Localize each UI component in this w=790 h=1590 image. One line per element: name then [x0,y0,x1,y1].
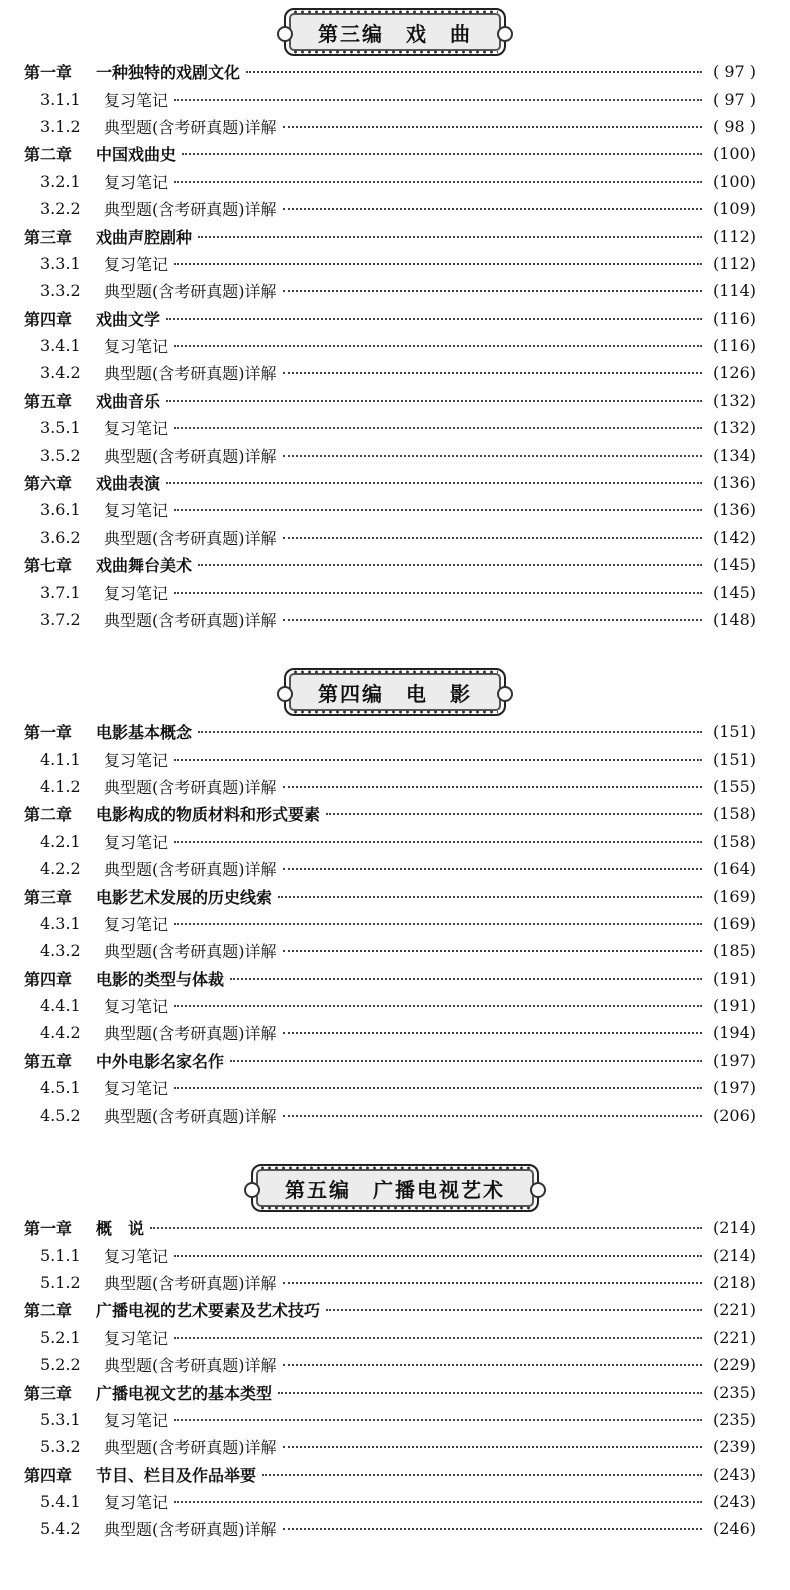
toc-chapter-row[interactable] [0,222,790,249]
entry-number: 3.1.1 [40,89,81,109]
dot-leader [198,563,702,566]
scroll-ornament-icon [277,26,293,42]
entry-page-number: (206) [712,1105,756,1125]
toc-section-row[interactable] [0,937,790,964]
entry-number: 4.5.1 [40,1078,81,1098]
dot-leader [198,235,702,238]
dot-leader [283,289,703,292]
entry-page-number: (243) [712,1464,756,1484]
entry-page-number: (145) [712,582,756,602]
entry-page-number: (191) [712,996,756,1016]
dot-leader [174,344,702,347]
entry-page-number: (239) [712,1437,756,1457]
toc-section-row[interactable] [0,441,790,468]
toc-section-row[interactable] [0,113,790,140]
entry-number: 4.3.2 [40,941,81,961]
entry-page-number: (197) [712,1078,756,1098]
dot-leader [283,536,703,539]
toc-section-row[interactable] [0,1488,790,1515]
entry-number: 4.1.1 [40,749,81,769]
entry-title: 典型题(含考研真题)详解 [104,1356,277,1376]
entry-number: 3.3.2 [40,281,81,301]
entry-number: 4.4.1 [40,996,81,1016]
entry-number: 4.4.2 [40,1023,81,1043]
dot-leader [230,1059,702,1062]
dot-leader [283,454,703,457]
scroll-ornament-icon [497,686,513,702]
entry-number: 5.1.1 [40,1245,81,1265]
toc-section-row[interactable] [0,359,790,386]
entry-title: 复习笔记 [104,419,169,439]
entry-title: 典型题(含考研真题)详解 [104,860,277,880]
part-drama [0,2,790,633]
ornament-border [292,709,498,715]
toc-chapter-row[interactable] [0,387,790,414]
entry-page-number: (100) [712,144,756,164]
entry-number: 第二章 [24,805,73,825]
toc-chapter-row[interactable] [0,1296,790,1323]
entry-page-number: (142) [712,527,756,547]
toc-section-row[interactable] [0,1351,790,1378]
entry-title: 概 说 [96,1219,145,1239]
dot-leader [283,371,703,374]
dot-leader [230,977,702,980]
entry-page-number: (114) [712,281,756,301]
dot-leader [174,591,702,594]
dot-leader [182,152,702,155]
toc-section-row[interactable] [0,1019,790,1046]
entry-page-number: (126) [712,363,756,383]
dot-leader [283,1114,703,1117]
toc-section-row[interactable] [0,195,790,222]
entry-page-number: (132) [712,418,756,438]
toc-chapter-row[interactable] [0,1378,790,1405]
entry-page-number: ( 97 ) [712,89,756,109]
entry-number: 3.3.1 [40,253,81,273]
dot-leader [174,922,702,925]
dot-leader [174,98,702,101]
entry-number: 第七章 [24,556,73,576]
entry-title: 复习笔记 [104,254,169,274]
entry-title: 典型题(含考研真题)详解 [104,117,277,137]
entry-title: 典型题(含考研真题)详解 [104,446,277,466]
entry-title: 典型题(含考研真题)详解 [104,942,277,962]
entry-number: 第三章 [24,887,73,907]
toc-section-row[interactable] [0,773,790,800]
toc-chapter-row[interactable] [0,469,790,496]
entry-title: 戏曲声腔剧种 [96,227,193,247]
entry-title: 戏曲舞台美术 [96,556,193,576]
entry-number: 第一章 [24,723,73,743]
scroll-ornament-icon [244,1182,260,1198]
dot-leader [174,1500,702,1503]
entry-title: 典型题(含考研真题)详解 [104,611,277,630]
part-broadcast-tv [0,1158,790,1543]
entry-number: 4.2.2 [40,859,81,879]
entry-page-number: (246) [712,1519,756,1539]
toc-chapter-row[interactable] [0,718,790,745]
ornament-border [259,1165,531,1171]
entry-title: 复习笔记 [104,501,169,521]
entry-title: 节目、栏目及作品举要 [96,1465,257,1485]
entry-number: 5.3.1 [40,1409,81,1429]
entry-number: 5.4.2 [40,1519,81,1539]
entry-page-number: (116) [712,308,756,328]
dot-leader [283,207,703,210]
entry-title: 复习笔记 [104,1493,169,1513]
entry-number: 3.1.2 [40,116,81,136]
entry-title: 典型题(含考研真题)详解 [104,200,277,220]
toc-section-row[interactable] [0,1241,790,1268]
dot-leader [283,1031,703,1034]
dot-leader [283,867,703,870]
toc-chapter-row[interactable] [0,1047,790,1074]
entry-number: 第四章 [24,309,73,329]
dot-leader [150,1226,702,1229]
toc-section-row[interactable] [0,1269,790,1296]
entry-number: 第四章 [24,969,73,989]
entry-page-number: (132) [712,390,756,410]
dot-leader [174,1336,702,1339]
entry-number: 3.7.1 [40,582,81,602]
entry-page-number: (197) [712,1050,756,1070]
entry-number: 第二章 [24,1301,73,1321]
entry-number: 3.7.2 [40,610,81,629]
toc-chapter-row[interactable] [0,551,790,578]
toc-section-row[interactable] [0,85,790,112]
entry-page-number: (235) [712,1382,756,1402]
entry-page-number: (158) [712,804,756,824]
dot-leader [174,758,702,761]
entry-number: 第四章 [24,1465,73,1485]
dot-leader [174,1004,702,1007]
dot-leader [166,399,702,402]
entry-number: 4.5.2 [40,1105,81,1125]
part-film [0,662,790,1129]
entry-number: 3.5.2 [40,445,81,465]
entry-title: 典型题(含考研真题)详解 [104,1273,277,1293]
entry-title: 戏曲文学 [96,309,161,329]
toc-chapter-row[interactable] [0,965,790,992]
entry-title: 典型题(含考研真题)详解 [104,282,277,302]
entry-number: 3.2.1 [40,171,81,191]
entry-page-number: (145) [712,555,756,575]
ornament-border [259,1205,531,1211]
entry-page-number: (169) [712,886,756,906]
entry-number: 5.1.2 [40,1272,81,1292]
part-title: 第四编 电 影 [318,681,472,706]
entry-page-number: (112) [712,253,756,273]
dot-leader [174,426,702,429]
entry-title: 中外电影名家名作 [96,1051,225,1071]
toc-section-row[interactable] [0,524,790,551]
entry-title: 复习笔记 [104,1410,169,1430]
scroll-ornament-icon [497,26,513,42]
entry-title: 戏曲音乐 [96,391,161,411]
entry-page-number: (221) [712,1300,756,1320]
dot-leader [174,1254,702,1257]
entry-page-number: (169) [712,913,756,933]
entry-number: 3.4.1 [40,336,81,356]
entry-title: 复习笔记 [104,750,169,770]
entry-page-number: ( 98 ) [712,116,756,136]
entry-page-number: (151) [712,749,756,769]
entry-title: 电影的类型与体裁 [96,969,225,989]
entry-page-number: (214) [712,1218,756,1238]
toc-section-row[interactable] [0,1433,790,1460]
entry-number: 5.4.1 [40,1492,81,1512]
dot-leader [174,1418,702,1421]
dot-leader [174,508,702,511]
entry-title: 复习笔记 [104,583,169,603]
scroll-ornament-icon [530,1182,546,1198]
ornament-border [292,49,498,55]
entry-number: 3.6.1 [40,500,81,520]
part-banner [0,2,790,58]
part-banner [0,662,790,718]
entry-page-number: (214) [712,1245,756,1265]
toc-chapter-row[interactable] [0,140,790,167]
entry-page-number: (151) [712,722,756,742]
entry-page-number: (194) [712,1023,756,1043]
entry-number: 第二章 [24,145,73,165]
entry-page-number: (158) [712,831,756,851]
toc-list [0,718,790,1129]
entry-number: 5.2.2 [40,1355,81,1375]
dot-leader [174,262,702,265]
dot-leader [174,840,702,843]
entry-page-number: (235) [712,1409,756,1429]
dot-leader [166,317,702,320]
entry-page-number: (243) [712,1492,756,1512]
scroll-ornament-icon [277,686,293,702]
entry-page-number: (191) [712,968,756,988]
entry-title: 典型题(含考研真题)详解 [104,777,277,797]
entry-page-number: (116) [712,336,756,356]
dot-leader [326,812,702,815]
entry-page-number: (164) [712,859,756,879]
dot-leader [174,1086,702,1089]
dot-leader [283,1527,703,1530]
entry-title: 典型题(含考研真题)详解 [104,1438,277,1458]
dot-leader [278,895,702,898]
dot-leader [262,1473,702,1476]
entry-page-number: (221) [712,1327,756,1347]
entry-title: 广播电视文艺的基本类型 [96,1383,273,1403]
dot-leader [283,1281,703,1284]
entry-page-number: (136) [712,500,756,520]
entry-title: 一种独特的戏剧文化 [96,63,241,83]
entry-number: 4.1.2 [40,776,81,796]
toc-section-row[interactable] [0,606,790,633]
dot-leader [283,1445,703,1448]
dot-leader [166,481,702,484]
dot-leader [283,1363,703,1366]
ornament-border [292,9,498,15]
entry-title: 复习笔记 [104,1328,169,1348]
toc-chapter-row[interactable] [0,882,790,909]
toc-section-row[interactable] [0,1074,790,1101]
entry-title: 典型题(含考研真题)详解 [104,1024,277,1044]
entry-number: 第六章 [24,474,73,494]
entry-title: 中国戏曲史 [96,145,177,165]
entry-number: 3.6.2 [40,527,81,547]
toc-section-row[interactable] [0,250,790,277]
dot-leader [283,618,703,621]
toc-chapter-row[interactable] [0,1214,790,1241]
toc-section-row[interactable] [0,332,790,359]
toc-chapter-row[interactable] [0,800,790,827]
entry-title: 电影艺术发展的历史线索 [96,887,273,907]
toc-section-row[interactable] [0,910,790,937]
toc-section-row[interactable] [0,828,790,855]
entry-number: 3.2.2 [40,199,81,219]
toc-section-row[interactable] [0,1101,790,1128]
entry-title: 典型题(含考研真题)详解 [104,528,277,548]
entry-page-number: (185) [712,941,756,961]
entry-title: 广播电视的艺术要素及艺术技巧 [96,1301,321,1321]
entry-number: 第一章 [24,1219,73,1239]
entry-number: 5.3.2 [40,1437,81,1457]
entry-title: 复习笔记 [104,90,169,110]
toc-section-row[interactable] [0,277,790,304]
entry-title: 典型题(含考研真题)详解 [104,364,277,384]
entry-number: 第五章 [24,391,73,411]
entry-title: 复习笔记 [104,914,169,934]
part-banner [0,1158,790,1214]
entry-title: 复习笔记 [104,172,169,192]
entry-page-number: (112) [712,226,756,246]
entry-number: 3.5.1 [40,418,81,438]
entry-number: 第三章 [24,1383,73,1403]
part-title-frame [284,8,506,56]
dot-leader [174,180,702,183]
toc-section-row[interactable] [0,1406,790,1433]
part-title: 第三编 戏 曲 [318,21,472,46]
entry-number: 第一章 [24,63,73,83]
entry-page-number: (134) [712,445,756,465]
entry-page-number: (218) [712,1272,756,1292]
entry-number: 3.4.2 [40,363,81,383]
dot-leader [198,730,702,733]
toc-list [0,1214,790,1543]
ornament-border [292,669,498,675]
toc-section-row[interactable] [0,1515,790,1542]
entry-page-number: (155) [712,776,756,796]
dot-leader [283,785,703,788]
dot-leader [326,1308,702,1311]
dot-leader [283,125,703,128]
toc-section-row[interactable] [0,496,790,523]
entry-title: 典型题(含考研真题)详解 [104,1106,277,1126]
toc-section-row[interactable] [0,578,790,605]
entry-number: 5.2.1 [40,1327,81,1347]
toc-chapter-row[interactable] [0,58,790,85]
toc-section-row[interactable] [0,855,790,882]
toc-section-row[interactable] [0,1324,790,1351]
toc-list [0,58,790,633]
entry-page-number: ( 97 ) [712,62,756,82]
part-title: 第五编 广播电视艺术 [285,1177,505,1202]
toc-section-row[interactable] [0,745,790,772]
entry-title: 典型题(含考研真题)详解 [104,1520,277,1540]
part-title-frame [284,668,506,716]
entry-number: 4.2.1 [40,831,81,851]
entry-page-number: (229) [712,1355,756,1375]
toc-chapter-row[interactable] [0,1461,790,1488]
toc-chapter-row[interactable] [0,305,790,332]
dot-leader [283,949,703,952]
entry-title: 电影构成的物质材料和形式要素 [96,805,321,825]
entry-page-number: (136) [712,473,756,493]
dot-leader [278,1391,702,1394]
entry-page-number: (100) [712,171,756,191]
entry-title: 戏曲表演 [96,474,161,494]
entry-title: 复习笔记 [104,1246,169,1266]
entry-page-number: (148) [712,610,756,629]
entry-title: 电影基本概念 [96,723,193,743]
entry-title: 复习笔记 [104,1079,169,1099]
dot-leader [246,70,702,73]
part-title-frame [251,1164,539,1212]
entry-title: 复习笔记 [104,832,169,852]
entry-number: 第三章 [24,227,73,247]
entry-number: 4.3.1 [40,913,81,933]
entry-title: 复习笔记 [104,337,169,357]
toc-section-row[interactable] [0,414,790,441]
toc-section-row[interactable] [0,992,790,1019]
toc-section-row[interactable] [0,168,790,195]
entry-number: 第五章 [24,1051,73,1071]
entry-title: 复习笔记 [104,997,169,1017]
entry-page-number: (109) [712,199,756,219]
